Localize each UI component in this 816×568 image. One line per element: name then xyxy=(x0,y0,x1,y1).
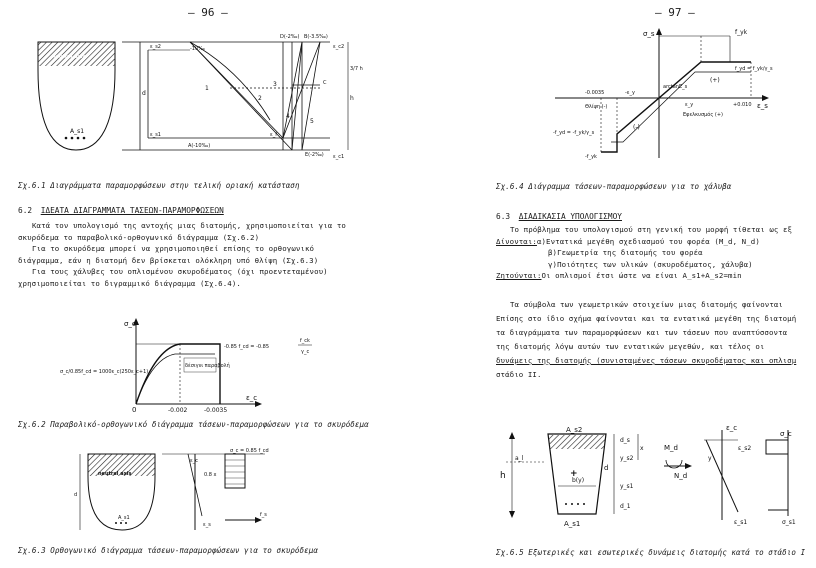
tick-0002: -0.002 xyxy=(168,407,188,414)
section-heading xyxy=(496,212,622,221)
eps-c2: ε_c2 xyxy=(333,44,345,50)
right-page xyxy=(470,0,816,568)
tick-010: +0.010 xyxy=(733,102,752,108)
curve-label: δέσιγνι παραβολή xyxy=(185,363,230,369)
tick-00035: -0.0035 xyxy=(204,407,228,414)
ratio-label: 3/7 h xyxy=(350,66,363,72)
origin: 0 xyxy=(132,406,137,414)
region-4: 4 xyxy=(286,113,290,120)
paragraph-line: Το πρόβλημα του υπολογισμού στη γενική του μορφή τίθεται ως εξ xyxy=(510,225,793,234)
given-label: Δίνονται: xyxy=(496,236,537,246)
point-a: A(-10‰) xyxy=(188,143,211,149)
region-1: 1 xyxy=(205,85,209,92)
figure-rectangular-block xyxy=(74,446,280,536)
given-item: α)Εντατικά μεγέθη σχεδιασμού του φορέα (M_d, N_d) xyxy=(536,236,760,246)
al-label: a_l xyxy=(515,455,524,462)
es2-label: ε_s2 xyxy=(738,445,752,452)
figure-caption: Σχ.6.1 Διαγράμματα παραμορφώσεων στην τελική οριακή κατάσταση xyxy=(18,181,300,190)
fcd-equation: -0.85 f_cd = -0.85 xyxy=(224,344,270,350)
section-number: 6.3 xyxy=(496,212,511,221)
eps-c1: ε_c1 xyxy=(333,154,345,160)
d-dim: d xyxy=(74,492,78,498)
figure-parabola-rectangle xyxy=(60,318,360,413)
as1-label: A_s1 xyxy=(70,128,85,135)
eps-f: ε_f xyxy=(270,132,277,138)
neutral-axis-label: neutral axis xyxy=(52,54,86,60)
figure-section-forces xyxy=(498,416,816,546)
tick-neg-ey: -ε_y xyxy=(625,90,635,96)
fyd-label: f_yd = f_yk/γ_s xyxy=(735,66,773,72)
book-gutter xyxy=(395,0,470,568)
sigma-c-label: σ_c xyxy=(124,320,136,328)
eps-c-label: ε_c xyxy=(246,394,258,402)
rect-stress-label: σ_c = 0.85 f_cd xyxy=(230,448,269,454)
paragraph-line: δυνάμεις της διατομής (συνισταμένες τάσεων σκυροδέματος και οπλισμ xyxy=(496,356,797,365)
sought-row xyxy=(496,270,792,282)
point-d: D(-2‰) xyxy=(280,34,300,40)
x-dim: x xyxy=(640,445,644,452)
arctan-label: arctanE_s xyxy=(663,84,688,90)
given-item: γ)Ποιότητες των υλικών (σκυροδέματος, χάλυβα) xyxy=(548,259,753,269)
paragraph xyxy=(18,220,346,290)
given-block xyxy=(496,224,792,282)
paragraph-line: Τα σύμβολα των γεωμετρικών στοιχείων μιας διατομής φαίνονται xyxy=(510,300,783,309)
paragraph-line: Κατά τον υπολογισμό της αντοχής μιας διατομής, χρησιμοποιείται για το xyxy=(32,221,346,230)
left-page xyxy=(0,0,395,568)
fck: f_ck xyxy=(300,338,310,344)
neutral-axis-label: neutral axis xyxy=(98,471,132,477)
section-number: 6.2 xyxy=(18,206,33,215)
md-label: M_d xyxy=(664,444,678,452)
point-e: E(-2‰) xyxy=(305,152,324,158)
tension-label: Εφελκυσμός (+) xyxy=(683,112,723,118)
parabola-equation: σ_c/0.85f_cd = 1000ε_c(250ε_c+1) xyxy=(60,369,149,375)
ys1-label: y_s1 xyxy=(620,483,634,490)
neg-fyk-label: -f_yk xyxy=(585,154,597,160)
fyk-label: f_yk xyxy=(735,29,748,36)
tick-ey: ε_y xyxy=(685,102,694,108)
section-title: ΔΙΑΔΙΚΑΣΙΑ ΥΠΟΛΟΓΙΣΜΟΥ xyxy=(518,212,622,221)
paragraph-line: διάγραμμα, εάν η διατομή δεν βρίσκεται ολόκληρη υπό θλίψη (Σχ.6.3) xyxy=(18,255,319,265)
sought-text: Οι οπλισμοί έτσι ώστε να είναι A_s1+A_s2=min xyxy=(541,271,742,281)
paragraph-line: Για το σκυρόδεμα μπορεί να χρησιμοποιηθεί επίσης το ορθογωνικό xyxy=(32,244,315,254)
minus-region: (-) xyxy=(633,124,640,131)
d-dim: d xyxy=(142,90,146,97)
paragraph-line: της διατομής λόγω αυτών των εντατικών μεγεθών, και τέλος οι xyxy=(496,342,765,351)
figure-steel-stress-strain xyxy=(545,24,775,164)
es1-label: ε_s1 xyxy=(734,519,748,526)
compression-label: Θλίψη (-) xyxy=(585,104,608,110)
as1-label: A_s1 xyxy=(118,515,130,521)
sigma-c-label: σ_c xyxy=(780,430,792,438)
h-dim: h xyxy=(500,471,506,481)
h-dim: h xyxy=(350,95,354,102)
nd-label: N_d xyxy=(674,472,688,480)
sigma-s-label: σ_s xyxy=(643,30,655,38)
figure-strain-diagrams xyxy=(30,30,380,172)
fs-label: f_s xyxy=(260,512,267,518)
page-number: – 96 – xyxy=(188,6,228,19)
ds-label: d_s xyxy=(620,437,630,444)
as1-label: A_s1 xyxy=(564,520,581,528)
figure-caption: Σχ.6.2 Παραβολικό-ορθογωνικό διάγραμμα τάσεων-παραμορφώσεων για το σκυρόδεμα xyxy=(18,420,369,429)
es2-label: ε_s2 xyxy=(150,44,161,50)
paragraph xyxy=(496,298,796,382)
es1-label: ε_s1 xyxy=(150,132,161,138)
point-b: B(-3.5‰) xyxy=(304,34,328,40)
paragraph-line: στάδιο ΙΙ. xyxy=(496,370,542,379)
paragraph-line: Επίσης στο ίδιο σχήμα φαίνονται και τα εντατικά μεγέθη της διατομή xyxy=(496,314,797,323)
paragraph-line: χρησιμοποιείται το διγραμμικό διάγραμμα (Σχ.6.4). xyxy=(18,278,241,288)
section-title: ΙΔΕΑΤΑ ΔΙΑΓΡΑΜΜΑΤΑ ΤΑΣΕΩΝ-ΠΑΡΑΜΟΡΦΩΣΕΩΝ xyxy=(40,206,224,215)
sigma-s1-label: σ_s1 xyxy=(782,519,796,526)
ys2-label: y_s2 xyxy=(620,455,634,462)
figure-caption: Σχ.6.3 Ορθογωνικό διάγραμμα τάσεων-παραμορφώσεων για το σκυρόδεμα xyxy=(18,546,318,555)
ec-label: ε_c xyxy=(726,424,738,432)
region-2: 2 xyxy=(258,95,262,102)
y-label: y xyxy=(708,455,712,462)
eps-c: ε_c xyxy=(190,458,198,464)
d1-label: d_1 xyxy=(620,503,631,510)
gamma-c: γ_c xyxy=(301,349,310,355)
top-strain: -10‰ xyxy=(190,46,205,52)
neg-fyd-label: -f_yd = -f_yk/γ_s xyxy=(553,130,595,136)
d-dim: d xyxy=(604,464,609,472)
svg-text:+: + xyxy=(570,469,578,479)
given-row xyxy=(496,236,792,248)
paragraph-line: Για τους χάλυβες του οπλισμένου σκυροδέματος (όχι προεντεταμένου) xyxy=(32,267,328,277)
paragraph-line: σκυρόδεμα το παραβολικό-ορθογωνικό διάγραμμα (Σχ.6.2) xyxy=(18,232,260,242)
as2-label: A_s2 xyxy=(566,426,583,434)
figure-caption: Σχ.6.4 Διάγραμμα τάσεων-παραμορφώσεων για το χάλυβα xyxy=(496,182,732,191)
figure-caption: Σχ.6.5 Εξωτερικές και εσωτερικές δυνάμεις διατομής κατά το στάδιο Ι xyxy=(496,548,806,557)
region-5: 5 xyxy=(310,118,314,125)
page-number: – 97 – xyxy=(655,6,695,19)
plus-region: (+) xyxy=(710,77,720,84)
eps-s: ε_s xyxy=(203,522,211,528)
eps-s-label: ε_s xyxy=(757,102,768,110)
point-c: C xyxy=(323,80,327,86)
given-item: β)Γεωμετρία της διατομής του φορέα xyxy=(548,248,703,258)
paragraph-line: τα διαγράμματα των παραμορφώσεων και των τάσεων που αναπτύσσοντα xyxy=(496,328,788,337)
block-depth: 0.8 x xyxy=(204,472,217,478)
by-label: b(y) xyxy=(572,477,585,484)
sought-label: Ζητούνται: xyxy=(496,271,542,281)
region-3: 3 xyxy=(273,81,277,88)
tick-n0035: -0.0035 xyxy=(585,90,605,96)
section-heading xyxy=(18,206,224,215)
